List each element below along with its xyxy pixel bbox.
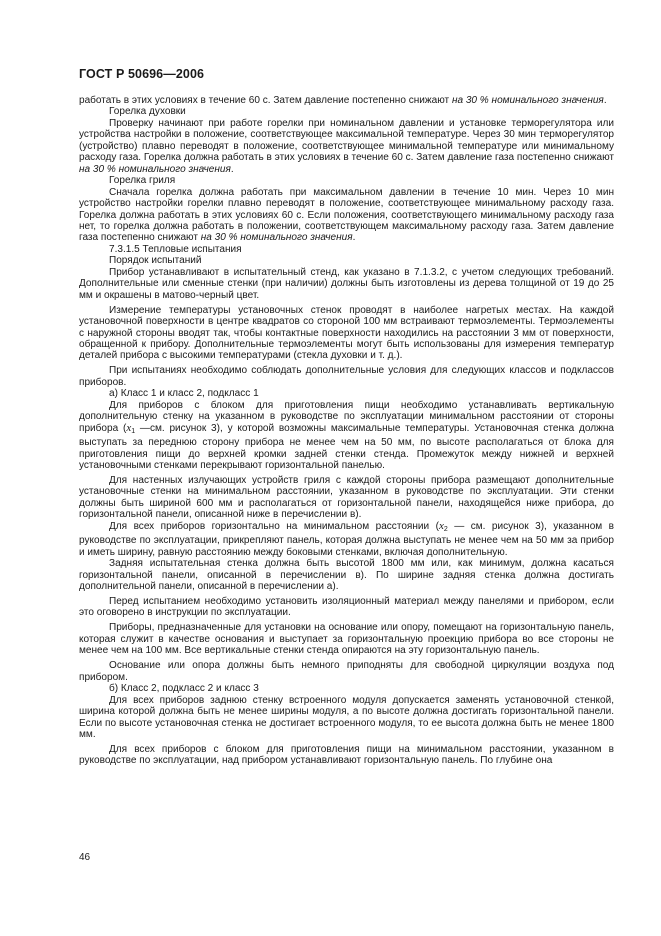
paragraph-continuation: работать в этих условиях в течение 60 с. Затем давление постепенно снижают на 30 % номинального значения. <box>79 95 607 106</box>
subheading-grill-burner: Горелка гриля <box>109 175 176 187</box>
paragraph-wall-grill: Для настенных излучающих устройств гриля с каждой стороны прибора размещают дополнительные установочные стенки на минимальном расстоянии, указанном в руководстве по эксплуатации. Эти стенки должны быть шириной 600 мм и располагаться от горизонтальной панели, находящейся ниже прибора, до горизонтальной панели, описанной ниже в перечислении в). <box>79 475 614 521</box>
paragraph-cooking-block-panel: Для всех приборов с блоком для приготовления пищи на минимальном расстоянии, указанном в руководстве по эксплуатации, над прибором устанавливают горизонтальную панель. По глубине она <box>79 743 614 767</box>
paragraph-rear-wall: Задняя испытательная стенка должна быть высотой 1800 мм или, как минимум, должна касаться горизонтальной панели, описанной в перечислении в). По ширине задняя стенка должна достигать дополнительной панели, описанной в перечислении а). <box>79 558 614 593</box>
document-body <box>79 95 614 767</box>
paragraph-base-raised: Основание или опора должны быть немного приподняты для свободной циркуляции воздуха под прибором. <box>79 660 614 683</box>
paragraph-grill-burner: Сначала горелка должна работать при максимальном давлении в течение 10 мин. Через 10 мин устройство настройки горелки плавно переводят в положение, соответствующее минимальному расходу газа. Горелка должна работать в этих условиях 60 с. Если положения, соответствующего минимальному расходу газа нет, то горелка должна работать в положении, соответствующем максимальному расходу газа. Затем давление газа постепенно снижают на 30 % номинального значения. <box>79 186 614 244</box>
paragraph-oven-burner: Проверку начинают при работе горелки при номинальном давлении и установке терморегулятора или устройства настройки в положение, соответствующее максимальной температуре. Через 30 мин терморегулятор (устройство) плавно переводят в положение, соответствующее минимальной температуре или минимальному расходу газа. Горелка должна работать в этих условиях в течение 60 с. Затем давление газа постепенно снижают на 30 % номинального значения. <box>79 117 614 175</box>
list-item-a-heading: а) Класс 1 и класс 2, подкласс 1 <box>109 388 259 400</box>
paragraph-temperature-measurement: Измерение температуры установочных стенок проводят в наиболее нагретых местах. На каждой установочной поверхности в центре квадратов со стороной 100 мм встраивают термоэлементы. Термоэлементы с наружной стороны вводят так, чтобы контактные поверхности находились на расстоянии 3 мм от поверхности, обращенной к прибору. Дополнительные термоэлементы могут быть использованы для измерения температур деталей прибора с высокими температурами (стекла духовки и т. д.). <box>79 304 614 362</box>
paragraph-horizontal-panel: Для всех приборов горизонтально на минимальном расстоянии ($x_2$ — см. рисунок 3), указанном в руководстве по эксплуатации, прикрепляют панель, которая должна выступать не менее чем на 50 мм за прибор и иметь ширину, равную расстоянию между боковыми стенками, включая дополнительную. <box>79 519 614 558</box>
paragraph-test-stand: Прибор устанавливают в испытательный стенд, как указано в 7.1.3.2, с учетом следующих требований. Дополнительные или сменные стенки (при наличии) должны быть изготовлены из дерева толщиной от 19 до 25 мм и окрашены в матово-черный цвет. <box>79 266 614 301</box>
document-header: ГОСТ Р 50696—2006 <box>79 67 205 81</box>
paragraph-base-mounted: Приборы, предназначенные для установки на основание или опору, помещают на горизонтальную панель, которая служит в качестве основания и выступает за горизонтальную проекцию прибора во все стороны не менее чем на 100 мм. Все вертикальные стенки стенда опираются на эту горизонтальную панель. <box>79 622 614 657</box>
paragraph-insulation: Перед испытанием необходимо установить изоляционный материал между панелями и прибором, если это оговорено в инструкции по эксплуатации. <box>79 596 614 619</box>
paragraph-cooking-block-wall: Для приборов с блоком для приготовления пищи необходимо устанавливать вертикальную дополнительную стенку на указанном в руководстве по эксплуатации минимальном расстоянии от стороны прибора ($x_1$ —см. рисунок 3), у которой возможны максимальные температуры. Установочная стенка должна выступать за переднюю сторону прибора не менее чем на 50 мм, по высоте располагаться от блока для приготовления пищи до верхней кромки задней стенки стенда. Промежуток между нижней и верхней установочными стенками перекрывают горизонтальной панелью. <box>79 399 615 472</box>
paragraph-builtin-module: Для всех приборов заднюю стенку встроенного модуля допускается заменять установочной стенкой, ширина которой должна быть не менее ширины модуля, а по высоте должна достигать горизонтальной панели. Если по высоте установочная стенка не достигает встроенного модуля, то ее высота должна быть не менее 1800 мм. <box>79 694 614 741</box>
paragraph-additional-conditions: При испытаниях необходимо соблюдать дополнительные условия для следующих классов и подклассов приборов. <box>79 365 614 388</box>
page-number: 46 <box>79 852 91 863</box>
subheading-test-procedure: Порядок испытаний <box>109 255 202 267</box>
section-heading-7-3-1-5: 7.3.1.5 Тепловые испытания <box>109 243 242 255</box>
subheading-oven-burner: Горелка духовки <box>109 106 186 118</box>
list-item-b-heading: б) Класс 2, подкласс 2 и класс 3 <box>109 683 259 695</box>
